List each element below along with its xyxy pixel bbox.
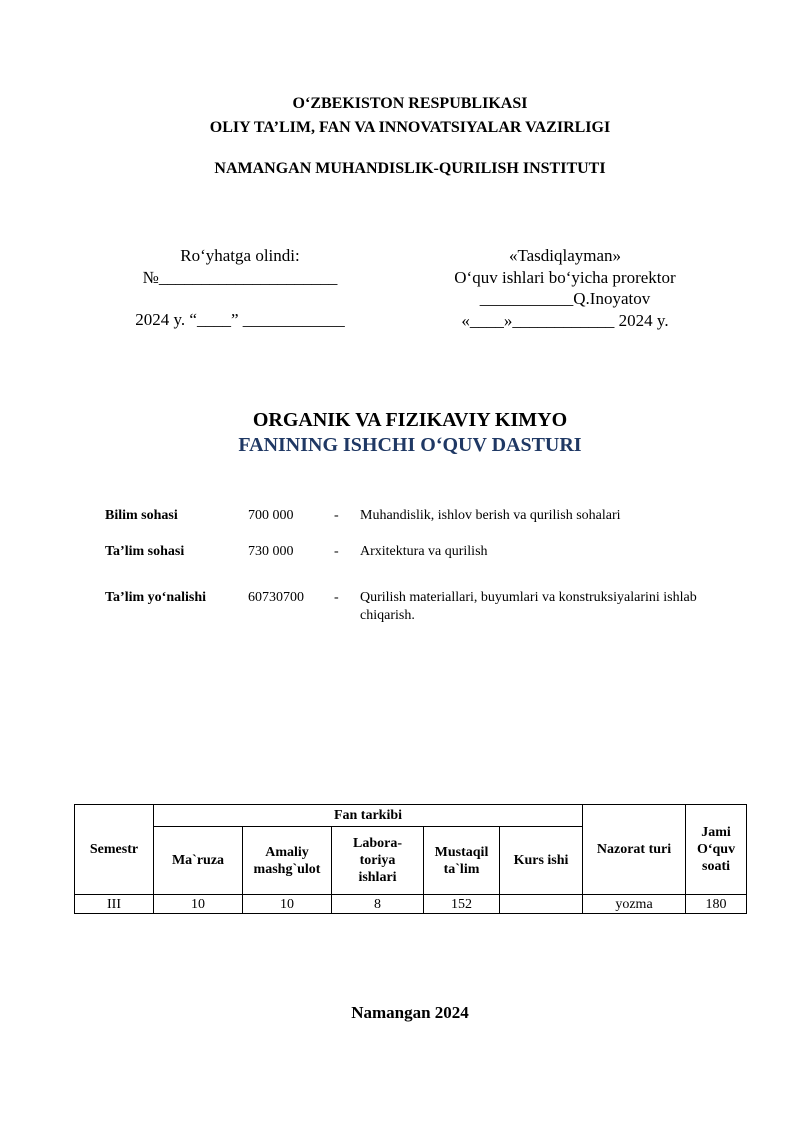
info-label: Ta’lim sohasi (105, 544, 185, 559)
table-row (75, 895, 747, 914)
fan-tarkibi-header: Fan tarkibi (154, 805, 583, 827)
info-desc: Arxitektura va qurilish (360, 544, 488, 559)
kurs-ishi-header: Kurs ishi (500, 827, 583, 895)
info-desc: Qurilish materiallari, buyumlari va konstruksiyalarini ishlab chiqarish. (360, 590, 697, 623)
subject-title: ORGANIK VA FIZIKAVIY KIMYO (252, 409, 568, 431)
registration-label: Ro‘yhatga olindi: (180, 246, 300, 265)
footer-city-year: Namangan 2024 (351, 1003, 469, 1022)
study-hours-table (74, 804, 747, 914)
registration-block (90, 245, 390, 331)
mustaqil-cell: 152 (424, 895, 500, 914)
approval-date: «____»____________ 2024 y. (461, 310, 669, 330)
approval-signature: ___________Q.Inoyatov (479, 289, 651, 308)
nazorat-cell: yozma (583, 895, 686, 914)
info-code: 60730700 (248, 590, 304, 605)
info-label: Bilim sohasi (105, 508, 178, 523)
maruza-header: Ma`ruza (154, 827, 243, 895)
institute-name: NAMANGAN MUHANDISLIK-QURILISH INSTITUTI (214, 160, 606, 177)
nazorat-header: Nazorat turi (583, 805, 686, 895)
info-code: 730 000 (248, 544, 294, 559)
program-title: FANINING ISHCHI O‘QUV DASTURI (238, 434, 582, 456)
info-dash: - (334, 590, 339, 605)
laboratoriya-header: Labora-toriya ishlari (332, 827, 424, 895)
approval-position: O‘quv ishlari bo‘yicha prorektor (454, 267, 676, 287)
approval-label: «Tasdiqlayman» (508, 246, 622, 265)
registration-number: №_____________________ (142, 267, 338, 287)
ministry-line: OLIY TA’LIM, FAN VA INNOVATSIYALAR VAZIRLIGI (209, 119, 611, 136)
registration-date: 2024 y. “____” ____________ (135, 310, 345, 329)
mustaqil-header: Mustaqil ta`lim (424, 827, 500, 895)
jami-cell: 180 (686, 895, 747, 914)
country-line: O‘ZBEKISTON RESPUBLIKASI (292, 95, 528, 112)
approval-block (410, 245, 720, 331)
ministry-header (10, 92, 800, 140)
laboratoriya-cell: 8 (332, 895, 424, 914)
info-label: Ta’lim yo‘nalishi (105, 590, 207, 605)
semestr-cell: III (75, 895, 154, 914)
info-dash: - (334, 508, 339, 523)
info-desc: Muhandislik, ishlov berish va qurilish sohalari (360, 508, 621, 523)
info-code: 700 000 (248, 508, 294, 523)
amaliy-header: Amaliy mashg`ulot (243, 827, 332, 895)
amaliy-cell: 10 (243, 895, 332, 914)
semestr-header: Semestr (75, 805, 154, 895)
kurs-ishi-cell (500, 895, 583, 914)
info-dash: - (334, 544, 339, 559)
maruza-cell: 10 (154, 895, 243, 914)
jami-header: Jami O‘quv soati (686, 805, 747, 895)
